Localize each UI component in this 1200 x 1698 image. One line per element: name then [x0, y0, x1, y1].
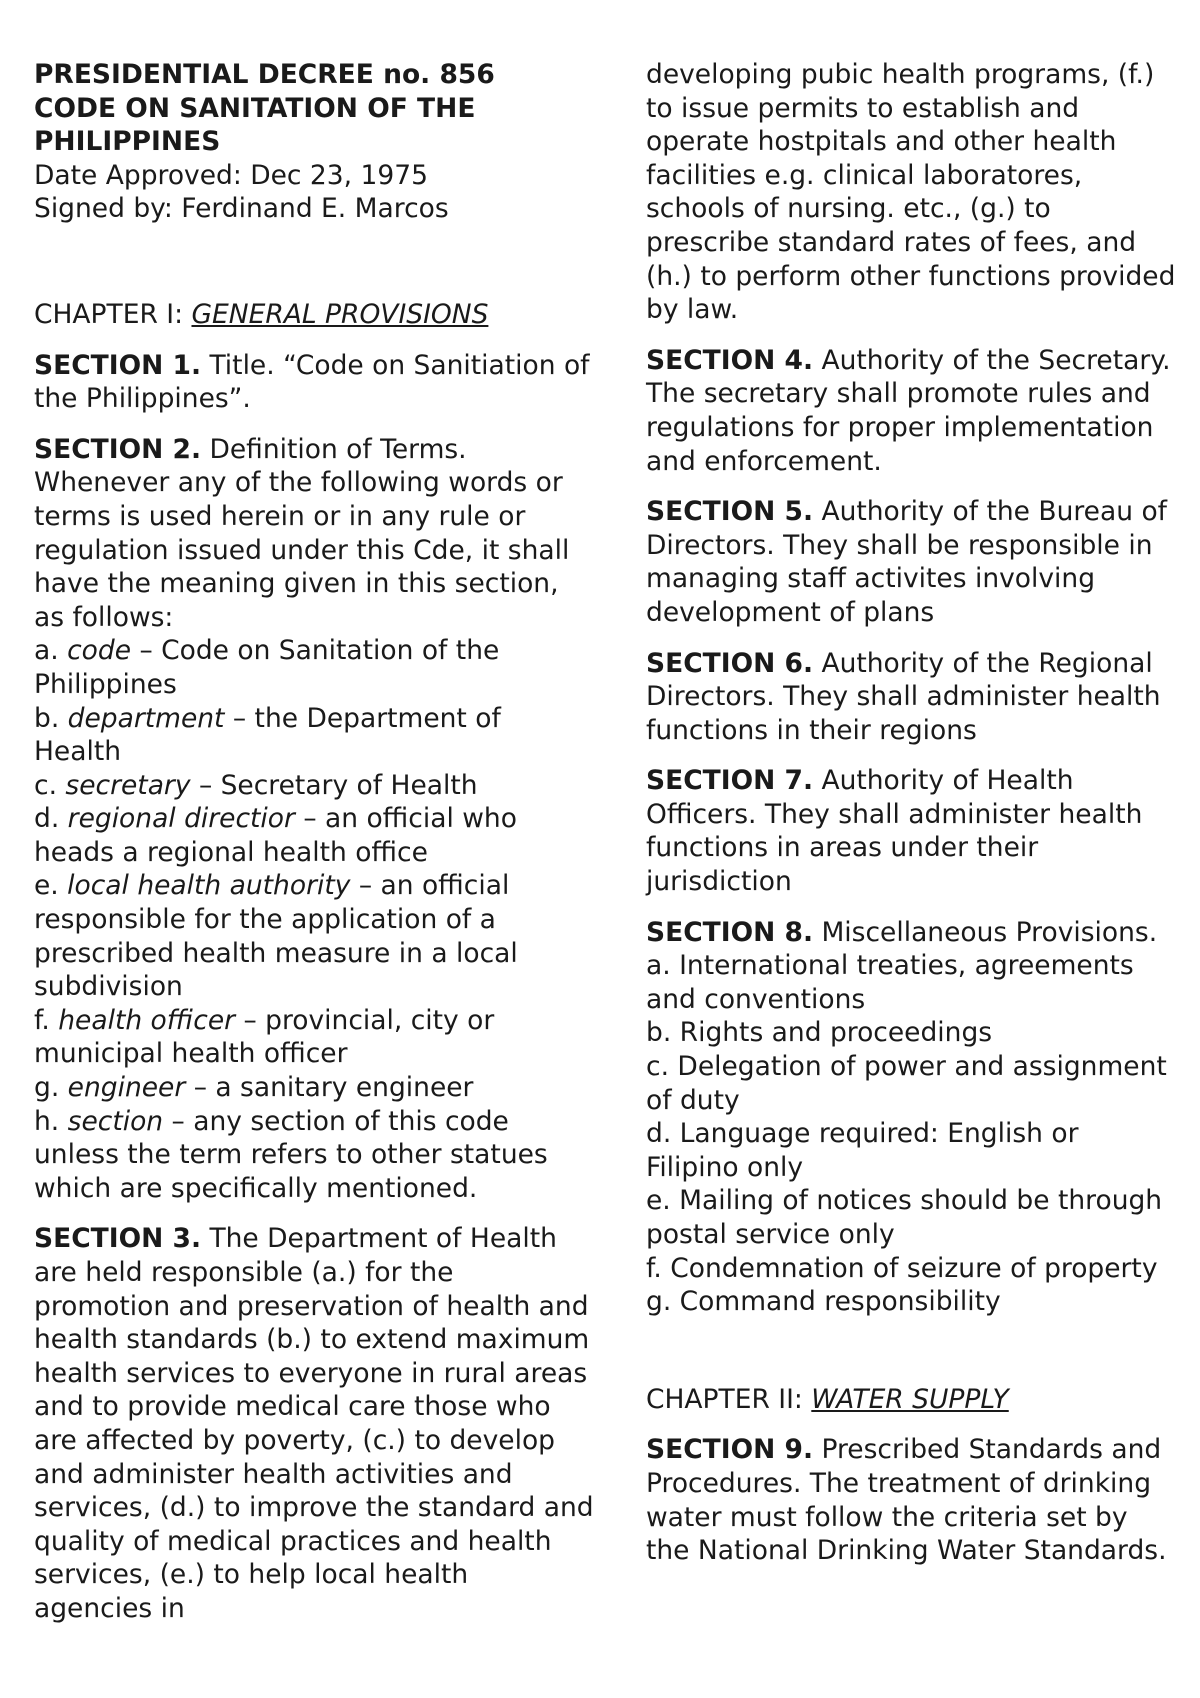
definition-item — [34, 802, 594, 869]
right-column — [646, 58, 1176, 1568]
definition-text: – Secretary of Health — [190, 769, 478, 801]
definition-item — [34, 769, 594, 803]
definition-text: – a sanitary engineer — [185, 1072, 474, 1104]
section-6 — [646, 647, 1176, 748]
section-2-label: SECTION 2. — [34, 433, 202, 465]
provision-item: g. Command responsibility — [646, 1286, 1001, 1318]
section-5-label: SECTION 5. — [646, 496, 814, 528]
section-7-text: Authority of Health Officers. They shall administer health functions in areas under their jurisdiction — [646, 765, 1143, 898]
definition-term: health officer — [58, 1004, 236, 1036]
definition-text: – Code on Sanitation of the Philippines — [34, 635, 500, 700]
section-2 — [34, 433, 594, 1206]
document-header — [34, 58, 594, 226]
definition-item — [34, 634, 594, 701]
definition-term: department — [67, 702, 225, 734]
section-3 — [34, 1222, 594, 1625]
definition-term: engineer — [67, 1072, 186, 1104]
decree-title-line1: PRESIDENTIAL DECREE no. 856 — [34, 59, 495, 90]
section-1-label: SECTION 1. — [34, 349, 202, 381]
section-6-label: SECTION 6. — [646, 647, 814, 679]
provision-item: b. Rights and proceedings — [646, 1017, 993, 1049]
definition-letter: a. — [34, 635, 68, 667]
definition-text: – any section of this code unless the term refers to other statues which are specifically mentioned. — [34, 1105, 548, 1204]
definition-term: code — [67, 635, 132, 667]
provision-item: d. Language required: English or Filipino only — [646, 1118, 1079, 1183]
section-1 — [34, 349, 594, 416]
section-3-label: SECTION 3. — [34, 1223, 202, 1255]
section-3-continued: developing pubic health programs, (f.) to issue permits to establish and operate hostpitals and other health facilities e.g. clinical laboratores, schools of nursing. etc., (g.) to prescribe standard rates of fees, and (h.) to perform other functions provided by law. — [646, 59, 1176, 326]
definition-letter: c. — [34, 769, 66, 801]
section-2-intro — [34, 433, 594, 635]
definition-text: – an official who heads a regional health office — [34, 803, 517, 868]
chapter-1-heading — [34, 298, 594, 332]
definition-text: – an official responsible for the application of a prescribed health measure in a local subdivision — [34, 870, 518, 1003]
section-4-label: SECTION 4. — [646, 344, 814, 376]
chapter-1-prefix: CHAPTER I: — [34, 298, 192, 330]
section-8 — [646, 916, 1176, 1319]
provision-item: f. Condemnation of seizure of property — [646, 1252, 1158, 1284]
definition-item — [34, 702, 594, 769]
signed-by: Signed by: Ferdinand E. Marcos — [34, 193, 449, 225]
section-3-text-left: The Department of Health are held responsible (a.) for the promotion and preservation of health and health standards (b.) to extend maximum health services to everyone in rural areas and to provide medical care those who are affected by poverty, (c.) to develop and administer health activities and services, (d.) to improve the standard and quality of medical practices and health services, (e.) to help local health agencies in — [34, 1223, 594, 1624]
section-8-intro — [646, 916, 1176, 950]
definition-item — [34, 1105, 594, 1206]
section-1-text: Title. “Code on Sanitiation of the Philippines”. — [34, 349, 590, 415]
section-5 — [646, 495, 1176, 629]
provision-item: a. International treaties, agreements and conventions — [646, 950, 1134, 1015]
section-8-label: SECTION 8. — [646, 916, 814, 948]
section-7 — [646, 764, 1176, 898]
definition-letter: h. — [34, 1105, 68, 1137]
chapter-2-name: WATER SUPPLY — [811, 1383, 1009, 1415]
section-9-text: Prescribed Standards and Procedures. The treatment of drinking water must follow the criteria set by the National Drinking Water Standards. — [646, 1434, 1167, 1567]
section-9-label: SECTION 9. — [646, 1434, 814, 1466]
section-4-text: Authority of the Secretary. The secretary shall promote rules and regulations for proper implementation and enforcement. — [646, 344, 1171, 477]
definition-term: regional directior — [67, 803, 295, 835]
decree-title-line3: PHILIPPINES — [34, 126, 221, 158]
left-column — [34, 58, 594, 1626]
definition-letter: b. — [34, 702, 68, 734]
date-approved: Date Approved: Dec 23, 1975 — [34, 159, 428, 191]
definition-term: section — [67, 1105, 164, 1137]
definition-text: – the Department of Health — [34, 702, 501, 768]
chapter-2-heading — [646, 1383, 1176, 1417]
decree-title-line2: CODE ON SANITATION OF THE — [34, 92, 476, 124]
section-5-text: Authority of the Bureau of Directors. They shall be responsible in managing staff activites involving development of plans — [646, 496, 1167, 628]
definition-item — [34, 869, 594, 1003]
definition-item — [34, 1071, 594, 1105]
definition-letter: e. — [34, 870, 68, 902]
definition-item — [34, 1004, 594, 1071]
provision-item: c. Delegation of power and assignment of duty — [646, 1051, 1167, 1116]
section-9 — [646, 1433, 1176, 1567]
provision-item: e. Mailing of notices should be through postal service only — [646, 1185, 1163, 1250]
section-7-label: SECTION 7. — [646, 765, 814, 797]
definition-text: – provincial, city or municipal health officer — [34, 1004, 495, 1070]
definition-term: local health authority — [67, 870, 351, 902]
definition-term: secretary — [65, 769, 191, 801]
chapter-2-prefix: CHAPTER II: — [646, 1383, 812, 1415]
chapter-1-name: GENERAL PROVISIONS — [191, 298, 489, 330]
section-2-text: Definition of Terms. Whenever any of the following words or terms is used herein or in any rule or regulation issued under this Cde, it shall have the meaning given in this section, as follows: — [34, 433, 570, 633]
section-8-text: Miscellaneous Provisions. — [813, 916, 1158, 948]
definition-letter: g. — [34, 1072, 68, 1104]
section-6-text: Authority of the Regional Directors. They shall administer health functions in their regions — [646, 647, 1161, 746]
definition-letter: d. — [34, 803, 68, 835]
definition-letter: f. — [34, 1004, 59, 1036]
section-4 — [646, 344, 1176, 478]
